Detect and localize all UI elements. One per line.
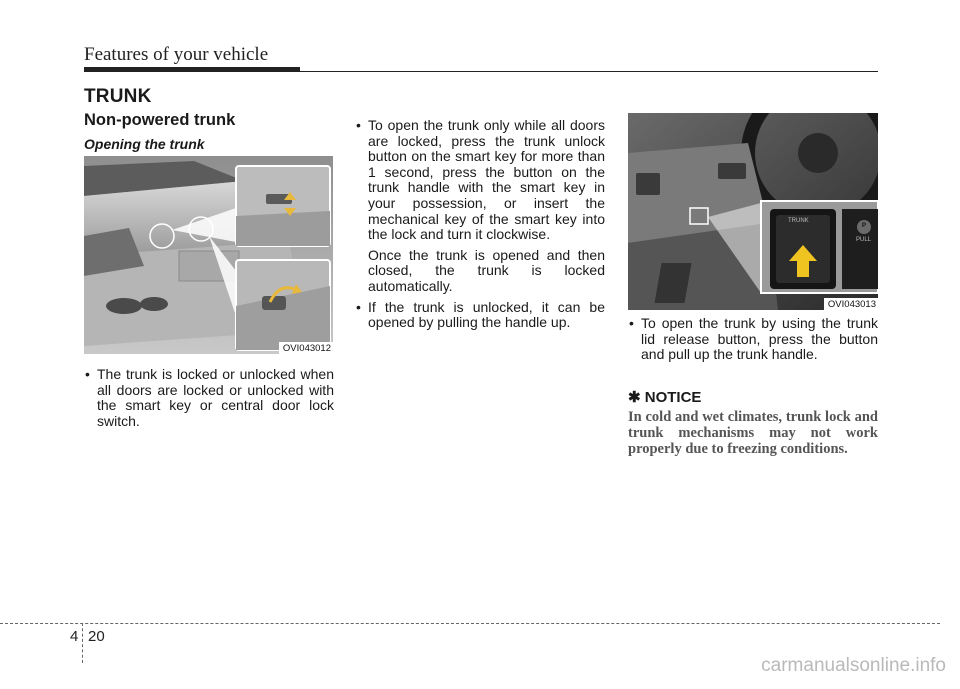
- trunk-button-text: TRUNK: [788, 218, 809, 224]
- chapter-number: 4: [70, 628, 79, 645]
- bullet-lock-status: • The trunk is locked or unlocked when all doors are locked or unlocked with the smart key or central door lock switch.: [84, 367, 334, 429]
- dashboard-illustration: [628, 113, 878, 310]
- footer-rule: [0, 623, 940, 624]
- notice-body: In cold and wet climates, trunk lock and trunk mechanisms may not work properly due to freezing conditions.: [628, 409, 878, 458]
- pull-label: PULL: [856, 237, 872, 243]
- header-title: Features of your vehicle: [84, 44, 269, 65]
- section-title: TRUNK: [84, 86, 152, 107]
- header-rule-thin: [84, 71, 878, 72]
- subsection-title: Non-powered trunk: [84, 111, 236, 129]
- notice-heading: [628, 388, 701, 406]
- watermark: carmanualsonline.info: [761, 655, 946, 676]
- footer-divider: [82, 623, 83, 663]
- trunk-release-figure: [628, 113, 878, 310]
- column-1-text: [84, 367, 334, 429]
- sub-subsection-title: Opening the trunk: [84, 136, 205, 152]
- bullet-open-locked: • To open the trunk only while all doors are locked, press the trunk unlock button on the smart key for more than 1 second, press the button on the trunk handle with the smart key in your possession, or insert the mechanical key of the smart key into the lock and turn it clockwise.: [355, 118, 605, 243]
- column-2-text: [355, 118, 605, 331]
- figure-code-left: OVI043012: [279, 342, 333, 354]
- bullet-open-unlocked: • If the trunk is unlocked, it can be opened by pulling the handle up.: [355, 300, 605, 331]
- column-3-text: [628, 316, 878, 363]
- bullet-release-button: • To open the trunk by using the trunk lid release button, press the button and pull up the trunk handle.: [628, 316, 878, 363]
- page-number: 20: [88, 628, 105, 645]
- trunk-illustration: [84, 156, 333, 354]
- auto-lock-note: Once the trunk is opened and then closed, the trunk is locked automatically.: [368, 246, 605, 294]
- trunk-handle-figure: [84, 156, 333, 354]
- notice-asterisk-icon: ✱: [628, 389, 641, 406]
- notice-title: NOTICE: [644, 389, 702, 406]
- park-symbol: P: [862, 223, 867, 229]
- figure-code-right: OVI043013: [824, 298, 878, 310]
